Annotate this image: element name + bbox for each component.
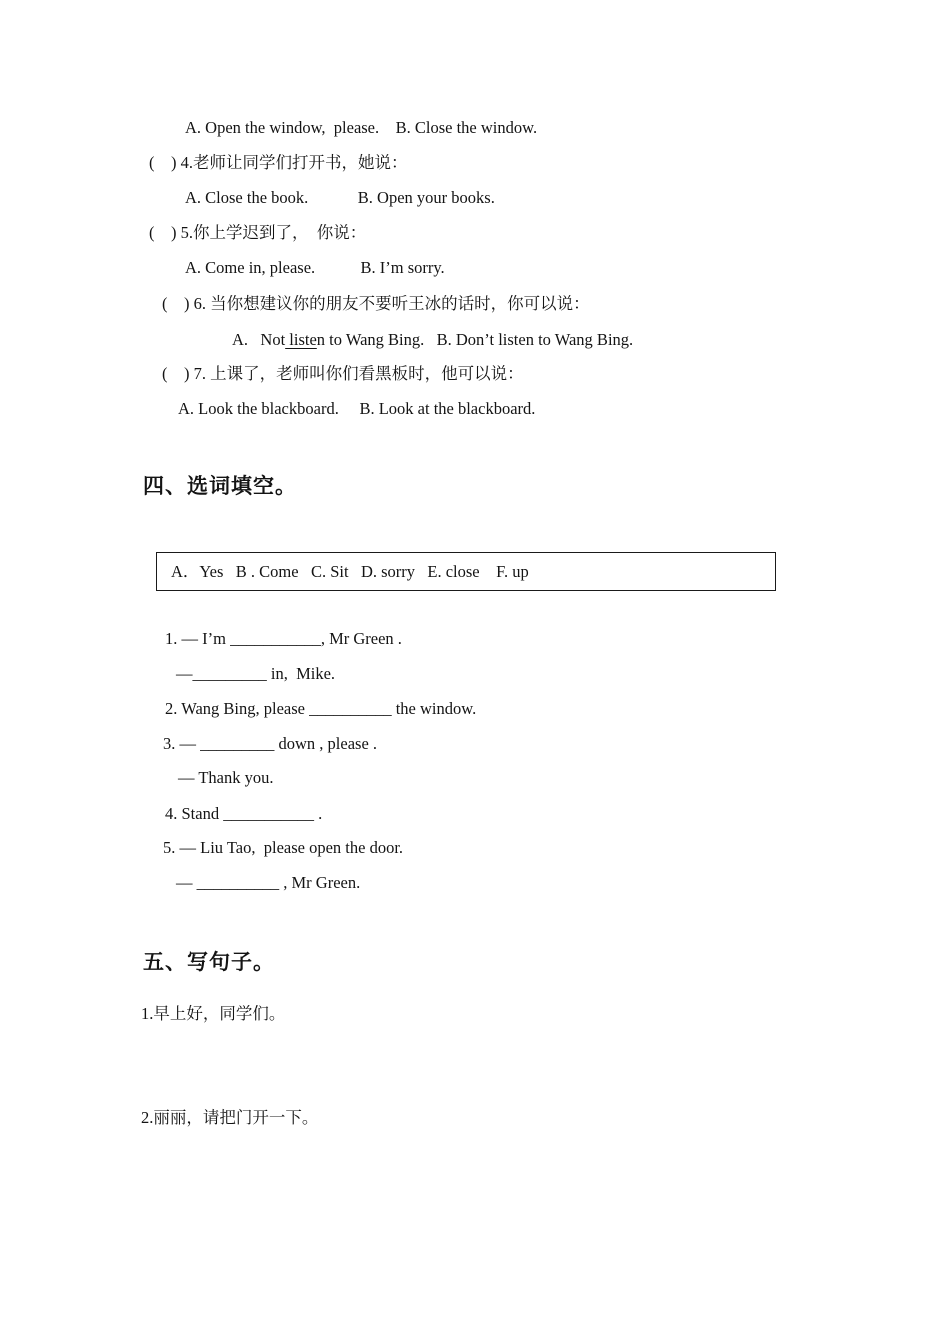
question-6-option-a-underlined: liste [285,330,317,349]
fill-item-2: 2. Wang Bing, please __________ the window. [165,699,477,718]
question-7: ( ) 7. 上课了，老师叫你们看黑板时，他可以说： [162,364,524,383]
question-5-options: A. Come in, please. B. I’m sorry. [185,258,445,277]
word-bank-box [156,552,776,591]
section-5-heading: 五、写句子。 [143,951,275,974]
fill-item-3-line-2: — Thank you. [178,768,274,787]
question-4: ( ) 4.老师让同学们打开书，她说： [149,153,408,172]
question-7-options: A. Look the blackboard. B. Look at the blackboard. [178,399,536,418]
fill-item-4: 4. Stand ___________ . [165,804,323,823]
fill-item-3-line-1: 3. — _________ down , please . [163,734,378,753]
question-5: ( ) 5.你上学迟到了， 你说： [149,223,367,242]
section-4-heading: 四、选词填空。 [143,475,297,498]
question-6: ( ) 6. 当你想建议你的朋友不要听王冰的话时，你可以说： [162,294,590,313]
question-6-options [232,329,633,350]
question-4-options: A. Close the book. B. Open your books. [185,188,495,207]
write-sentence-1: 1.早上好，同学们。 [141,1004,286,1023]
fill-item-5-line-2: — __________ , Mr Green. [176,873,361,892]
fill-item-5-line-1: 5. — Liu Tao, please open the door. [163,838,404,857]
word-bank-text: A．Yes B . Come C. Sit D. sorry E. close F. up [171,562,529,581]
write-sentence-2: 2.丽丽，请把门开一下。 [141,1108,319,1127]
question-6-option-a-prefix: A. Not [232,330,286,349]
question-3-options: A. Open the window, please. B. Close the window. [185,118,538,137]
fill-item-1-line-2: —_________ in, Mike. [176,664,336,683]
question-6-option-a-suffix: n to Wang Bing. B. Don’t listen to Wang Bing. [316,330,634,349]
fill-item-1-line-1: 1. — I’m ___________, Mr Green . [165,629,402,648]
